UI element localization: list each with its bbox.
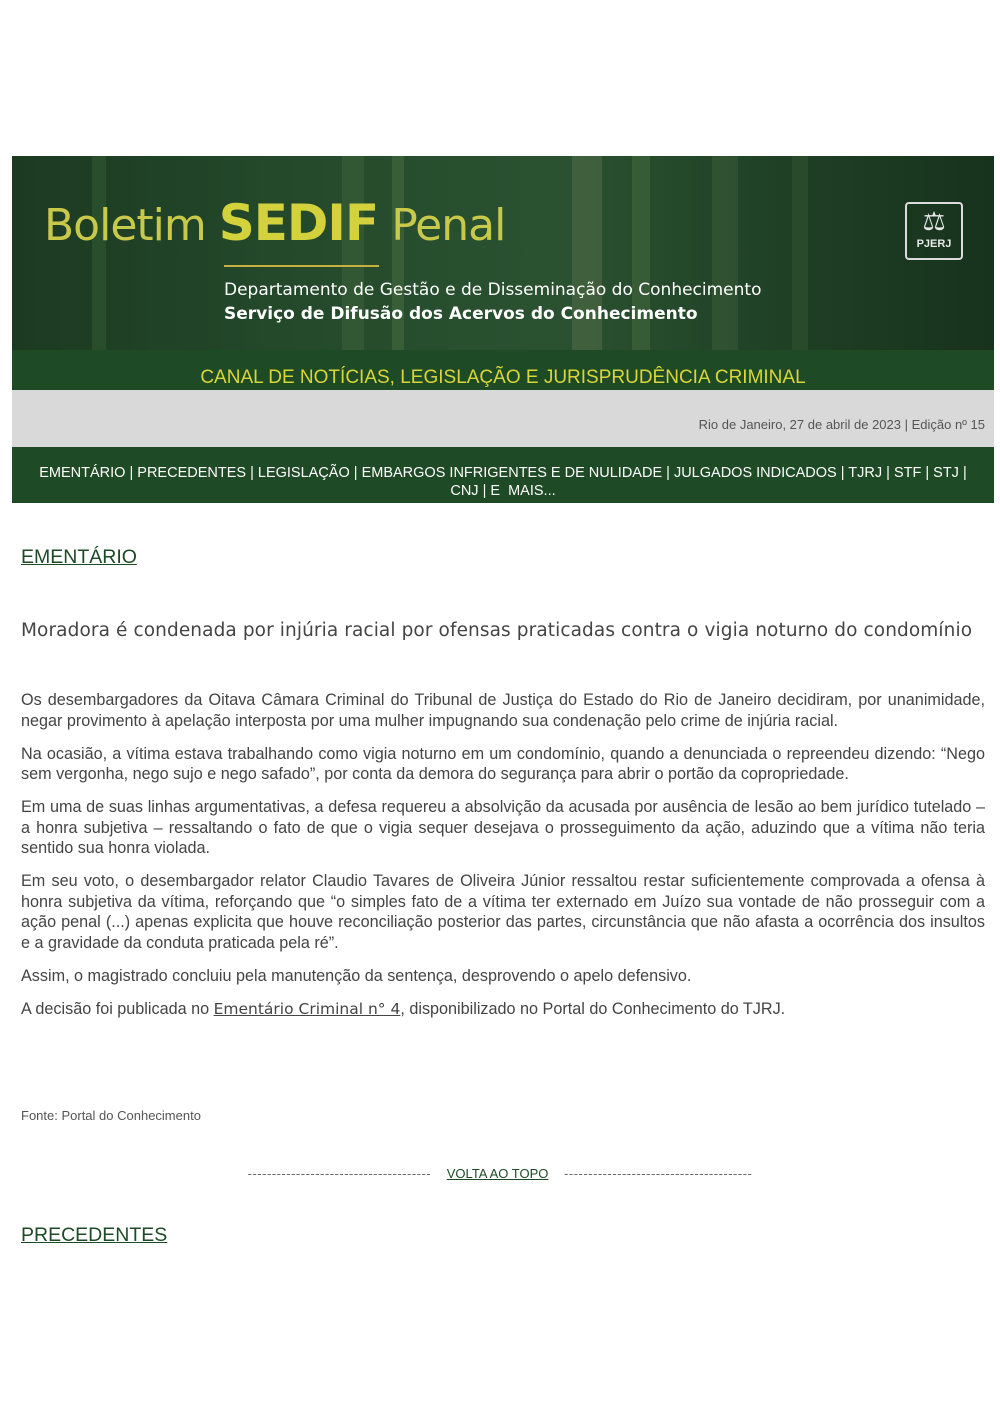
article-body bbox=[21, 690, 985, 1032]
pjerj-logo: ⚖ PJERJ bbox=[905, 202, 963, 260]
title-divider bbox=[224, 265, 379, 267]
nav-ementario[interactable]: EMENTÁRIO bbox=[39, 465, 126, 481]
bulletin-title: Boletim SEDIF Penal bbox=[44, 194, 506, 252]
section-title-ementario: EMENTÁRIO bbox=[21, 546, 137, 568]
edition-info: Rio de Janeiro, 27 de abril de 2023 | Edição nº 15 bbox=[698, 417, 985, 432]
section-nav: EMENTÁRIO | PRECEDENTES | LEGISLAÇÃO | EMBARGOS INFRIGENTES E DE NULIDADE | JULGADOS INDICADOS | TJRJ | STF | STJ | CNJ | E MAIS... bbox=[12, 447, 994, 503]
nav-legislacao[interactable]: LEGISLAÇÃO bbox=[257, 465, 350, 481]
decor-book bbox=[792, 156, 808, 350]
article-paragraph: Em seu voto, o desembargador relator Claudio Tavares de Oliveira Júnior ressaltou restar suficientemente comprovada a ofensa à honra subjetiva da vítima, reforçando que “o simples fato de a vítima ter externado em Juízo sua vontade de não prosseguir com a ação penal (...) apenas explicita que houve reconciliação posterior das partes, circunstância que não afasta a ocorrência dos insultos e a gravidade da conduta praticada pela ré”. bbox=[21, 872, 985, 952]
ementario-criminal-link[interactable]: Ementário Criminal n° 4 bbox=[213, 999, 401, 1018]
nav-tjrj[interactable]: TJRJ bbox=[848, 465, 883, 481]
article-paragraph: A decisão foi publicada no Ementário Criminal n° 4, disponibilizado no Portal do Conhecimento do TJRJ. bbox=[21, 999, 786, 1018]
section-title-precedentes: PRECEDENTES bbox=[21, 1224, 168, 1246]
scales-icon: ⚖ bbox=[922, 206, 946, 236]
back-to-top: -------------------------------------- VOLTA AO TOPO --------------------------------------- bbox=[247, 1166, 753, 1181]
service-name: Serviço de Difusão dos Acervos do Conhecimento bbox=[224, 304, 698, 324]
nav-mais[interactable]: E MAIS... bbox=[490, 483, 556, 499]
article-paragraph: Na ocasião, a vítima estava trabalhando como vigia noturno em um condomínio, quando a denunciada o repreendeu dizendo: “Nego sem vergonha, nego sujo e nego safado”, por conta da demora do segurança para abrir o portão da copropriedade. bbox=[21, 744, 985, 784]
nav-julgados[interactable]: JULGADOS INDICADOS bbox=[673, 465, 837, 481]
channel-tagline: CANAL DE NOTÍCIAS, LEGISLAÇÃO E JURISPRUDÊNCIA CRIMINAL bbox=[12, 350, 994, 390]
nav-cnj[interactable]: CNJ bbox=[450, 483, 479, 499]
article-paragraph: Os desembargadores da Oitava Câmara Criminal do Tribunal de Justiça do Estado do Rio de Janeiro decidiram, por unanimidade, negar provimento à apelação interposta por uma mulher impugnando sua condenação pelo crime de injúria racial. bbox=[21, 691, 985, 730]
source-note: Fonte: Portal do Conhecimento bbox=[21, 1108, 201, 1123]
back-to-top-link[interactable]: VOLTA AO TOPO bbox=[446, 1166, 549, 1181]
article-headline: Moradora é condenada por injúria racial por ofensas praticadas contra o vigia noturno do condomínio bbox=[21, 620, 973, 641]
nav-stf[interactable]: STF bbox=[893, 465, 922, 481]
nav-embargos[interactable]: EMBARGOS INFRIGENTES E DE NULIDADE bbox=[361, 465, 663, 481]
header-banner bbox=[12, 156, 994, 350]
nav-precedentes[interactable]: PRECEDENTES bbox=[137, 465, 247, 481]
article-paragraph: Assim, o magistrado concluiu pela manutenção da sentença, desprovendo o apelo defensivo. bbox=[21, 966, 692, 985]
nav-stj[interactable]: STJ bbox=[933, 465, 959, 481]
edition-band bbox=[12, 390, 994, 447]
article-paragraph: Em uma de suas linhas argumentativas, a defesa requereu a absolvição da acusada por ausência de lesão ao bem jurídico tutelado – a honra subjetiva – ressaltando o fato de que o vigia sequer desejava o prosseguimento da ação, aduzindo que a vítima não teria sentido sua honra violada. bbox=[21, 798, 985, 858]
department-name: Departamento de Gestão e de Disseminação do Conhecimento bbox=[224, 280, 762, 300]
decor-book bbox=[712, 156, 738, 350]
decor-book bbox=[92, 156, 106, 350]
